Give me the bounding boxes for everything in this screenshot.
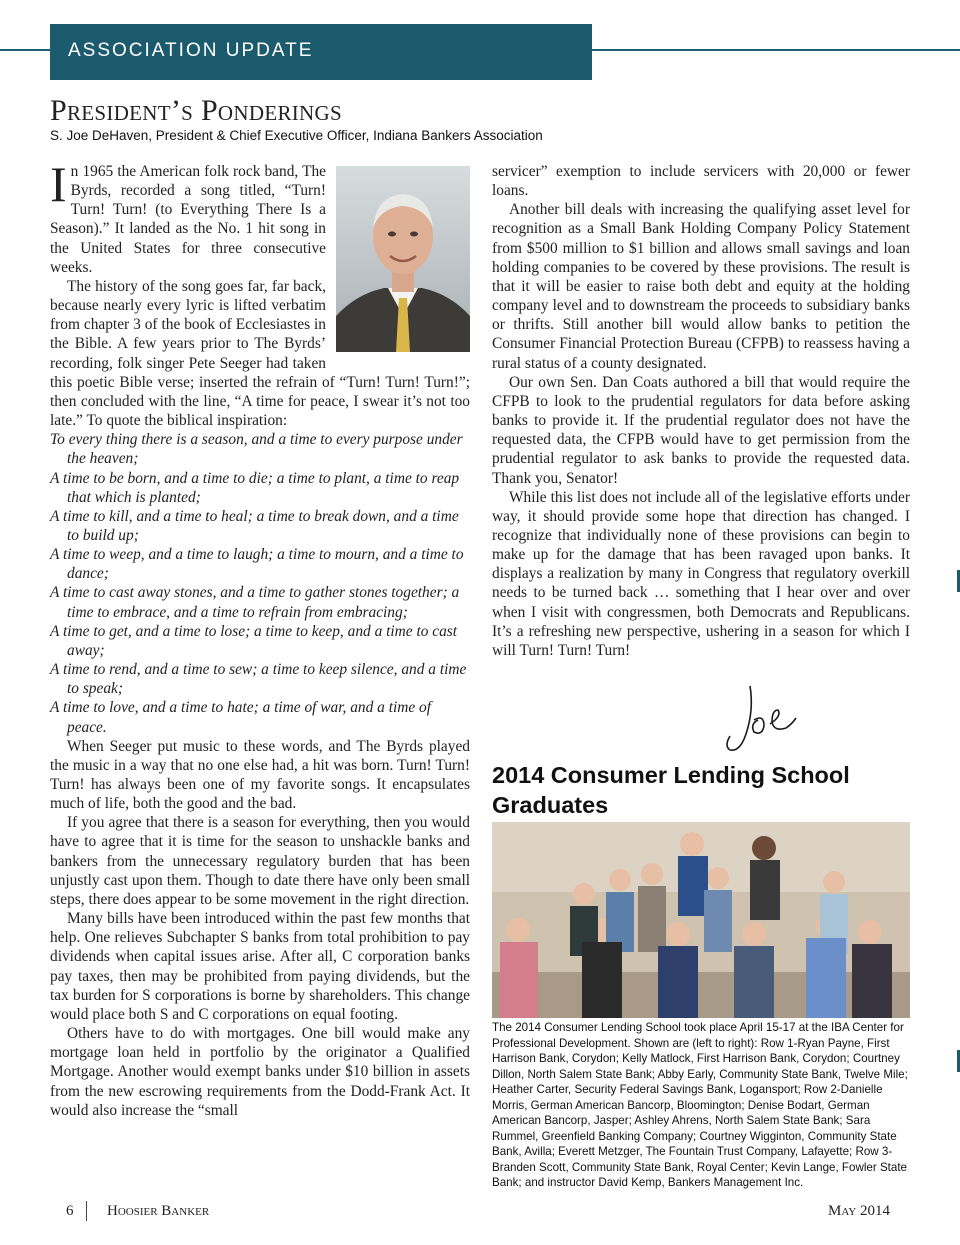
sidebar-heading: 2014 Consumer Lending School Graduates (492, 762, 850, 818)
footer-left (66, 1203, 209, 1220)
paragraph-6: Others have to do with mortgages. One bill would make any mortgage loan held in portfolio by the originator a Qualified Mortgage. Another would exempt banks under $10 billion in assets from the new escrowing requirements from the Dodd-Frank Act. It would also increase the “small (50, 1025, 470, 1119)
paragraph-9: Our own Sen. Dan Coats authored a bill that would require the CFPB to look to the prudential regulators for data before asking banks to provide it. If the prudential regulator does not have the requested data, the CFPB would have to get permission from the prudential regulator to ask banks to provide the requested data. Thank you, Senator! (492, 373, 910, 487)
verse-line: A time to rend, and a time to sew; a time to keep silence, and a time to speak; (50, 661, 467, 698)
drop-cap: I (50, 156, 67, 212)
signature-joe-icon (720, 680, 800, 758)
paragraph-10: While this list does not include all of the legislative efforts under way, it should provide some hope that direction has changed. I recognize that individually none of these provisions can begin to make up for the damage that has been ravaged upon banks. It displays a realization by many in Congress that regulatory overkill needs to be turned back … something that I hear over and over when I visit with congressmen, both Democrats and Republicans. It’s a refreshing new perspective, ushering in a season for which I will Turn! Turn! Turn! (492, 488, 910, 659)
verse-line: A time to get, and a time to lose; a time to keep, and a time to cast away; (50, 622, 458, 659)
author-portrait (336, 166, 470, 352)
issue-date: May 2014 (828, 1203, 890, 1219)
verse-line: To every thing there is a season, and a time to every purpose under the heaven; (50, 431, 463, 468)
paragraph-3: When Seeger put music to these words, and The Byrds played the music in a way that no one else had, a hit was born. Turn! Turn! Turn! has always been one of my favorite songs. It encapsulates much of life, both the good and the bad. (50, 737, 470, 813)
left-column (50, 156, 470, 1120)
section-banner (50, 24, 592, 80)
right-column (492, 162, 910, 660)
paragraph-2: The history of the song goes far, far back, because nearly every lyric is lifted verbatim from chapter 3 of the book of Ecclesiastes in the Bible. A few years prior to The Byrds’ recording, folk singer Pete Seeger had taken this poetic Bible verse; inserted the refrain of “Turn! Turn! Turn!”; then concluded with the line, “A time for peace, I swear it’s not too late.” To quote the biblical inspiration: (50, 277, 470, 430)
photo-caption: The 2014 Consumer Lending School took place April 15-17 at the IBA Center for Professional Development. Shown are (left to right): Row 1-Ryan Payne, First Harrison Bank, Corydon; Kelly Matlock, First Harrison Bank, Corydon; Courtney Dillon, North Salem State Bank; Abby Early, Community State Bank, Twelve Mile; Heather Carter, Security Federal Savings Bank, Logansport; Row 2-Danielle Morris, German American Bancorp, Bloomington; Denise Bodart, German American Bancorp, Jasper; Ashley Ahrens, North Salem State Bank; Sara Rummel, Greenfield Banking Company; Courtney Wigginton, Community State Bank, Avilla; Everett Metzger, The Fountain Trust Company, Lafayette; Row 3-Branden Scott, Community State Bank, Royal Center; Kevin Lange, Fowler State Bank; and instructor David Kemp, Bankers Management Inc. (492, 1021, 908, 1189)
article-byline: S. Joe DeHaven, President & Chief Executive Officer, Indiana Bankers Association (50, 128, 543, 143)
verse-line: A time to kill, and a time to heal; a time to break down, and a time to build up; (50, 507, 459, 544)
verse-line: A time to cast away stones, and a time to gather stones together; a time to embrace, and a time to refrain from embracing; (50, 584, 460, 621)
paragraph-4: If you agree that there is a season for everything, then you would have to agree that it is time for the season to unshackle banks and bankers from the unnecessary regulatory burden that has been unjustly cast upon them. Though to date there have only been small steps, there does appear to be some movement in the right direction. (50, 814, 470, 908)
footer-divider (86, 1201, 87, 1221)
scripture-quote (50, 430, 470, 737)
graduates-photo (492, 822, 910, 1018)
paragraph-5: Many bills have been introduced within the past few months that help. One relieves Subchapter S banks from total prohibition to pay dividends when capital issues arise. After all, C corporation banks pay taxes, then may be prohibited from paying dividends, but the tax burden for S corporations is borne by shareholders. This change would place both S and C corporations on equal footing. (50, 910, 470, 1023)
verse-line: A time to be born, and a time to die; a time to plant, a time to reap that which is planted; (50, 469, 460, 506)
paragraph-8: Another bill deals with increasing the qualifying asset level for recognition as a Small Bank Holding Company Policy Statement from $500 million to $1 billion and allows small savings and loan holding companies to be covered by these provisions. The result is that it will be easier to raise both debt and equity at the holding company level and to downstream the proceeds to subsidiary banks or thrifts. Still another bill would allow banks to petition the Consumer Financial Protection Bureau (CFPB) to reassess having a rural status of a county designated. (492, 201, 910, 372)
paragraph-7: servicer” exemption to include servicers with 20,000 or fewer loans. (492, 163, 910, 200)
verse-line: A time to weep, and a time to laugh; a time to mourn, and a time to dance; (50, 546, 464, 583)
publication-name: Hoosier Banker (107, 1203, 210, 1219)
page-number: 6 (66, 1203, 74, 1219)
article-title: President’s Ponderings (50, 94, 342, 127)
verse-line: A time to love, and a time to hate; a time of war, and a time of peace. (50, 699, 432, 736)
section-label: ASSOCIATION UPDATE (68, 40, 314, 61)
paragraph-1: n 1965 the American folk rock band, The Byrds, recorded a song titled, “Turn! Turn! Turn! (to Everything There Is a Season).” It landed as the No. 1 hit song in the United States for three consecutive weeks. (50, 163, 326, 276)
